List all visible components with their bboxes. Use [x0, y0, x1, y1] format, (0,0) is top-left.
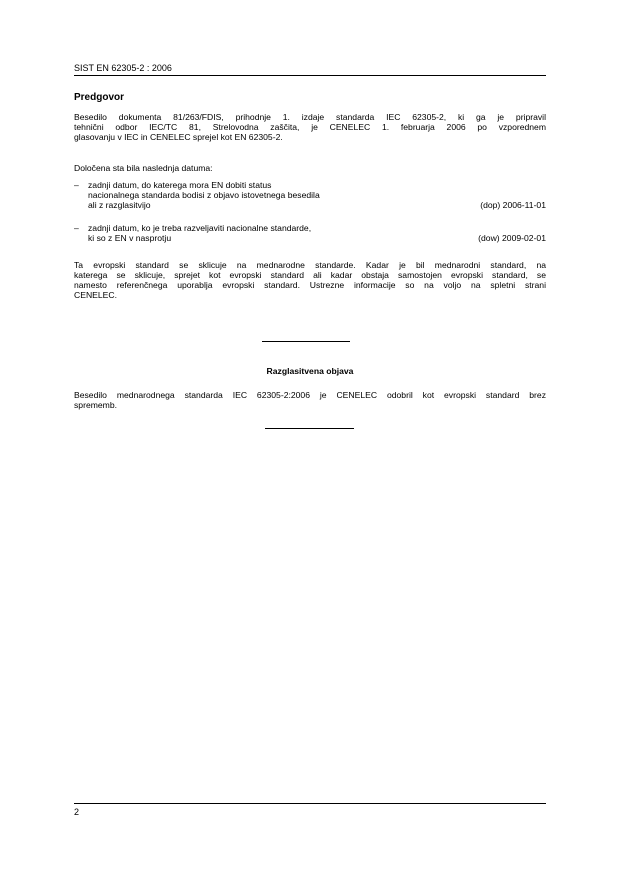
date-item-line: zadnji datum, do katerega mora EN dobiti status	[88, 180, 272, 190]
date-item-text	[88, 180, 388, 210]
date-item-line: zadnji datum, ko je treba razveljaviti nacionalne standarde,	[88, 223, 312, 233]
list-dash: –	[74, 223, 79, 233]
section-separator	[262, 341, 350, 342]
dates-intro: Določena sta bila naslednja datuma:	[74, 163, 213, 173]
date-item-line: nacionalnega standarda bodisi z objavo istovetnega besedila	[88, 190, 320, 200]
endorsement-paragraph	[74, 390, 546, 410]
paragraph-line: Besedilo mednarodnega standarda IEC 62305-2:2006 je CENELEC odobril kot evropski standard brez	[74, 390, 546, 400]
paragraph-line: katerega se sklicuje, sprejet kot evropski standard ali kadar obstaja samostojen evropski standard, se	[74, 270, 546, 280]
date-item-text	[88, 223, 388, 243]
date-item-dop	[74, 180, 546, 212]
foreword-paragraph-2	[74, 260, 546, 300]
page-header	[74, 63, 546, 76]
paragraph-line: glasovanju v IEC in CENELEC sprejel kot EN 62305-2.	[74, 132, 283, 142]
date-code-dop: (dop) 2006-11-01	[480, 200, 546, 210]
section-separator	[265, 428, 354, 429]
paragraph-line: namesto referenčnega uporablja evropski standard. Ustrezne informacije so na voljo na spletni strani	[74, 280, 546, 290]
document-id: SIST EN 62305-2 : 2006	[74, 63, 172, 73]
footer-rule	[74, 803, 546, 804]
paragraph-line: tehnični odbor IEC/TC 81, Strelovodna zaščita, je CENELEC 1. februarja 2006 po vzporednem	[74, 122, 546, 132]
date-item-dow	[74, 223, 546, 245]
paragraph-line: sprememb.	[74, 400, 117, 410]
date-code-dow: (dow) 2009-02-01	[478, 233, 546, 243]
date-item-line: ali z razglasitvijo	[88, 200, 151, 210]
paragraph-line: Ta evropski standard se sklicuje na mednarodne standarde. Kadar je bil mednarodni standard, na	[74, 260, 546, 270]
date-item-line: ki so z EN v nasprotju	[88, 233, 172, 243]
page-number: 2	[74, 807, 80, 817]
foreword-paragraph-1	[74, 112, 546, 142]
list-dash: –	[74, 180, 79, 190]
foreword-title: Predgovor	[74, 92, 125, 103]
paragraph-line: CENELEC.	[74, 290, 117, 300]
paragraph-line: Besedilo dokumenta 81/263/FDIS, prihodnje 1. izdaje standarda IEC 62305-2, ki ga je pripravil	[74, 112, 546, 122]
endorsement-title: Razglasitvena objava	[266, 366, 354, 376]
